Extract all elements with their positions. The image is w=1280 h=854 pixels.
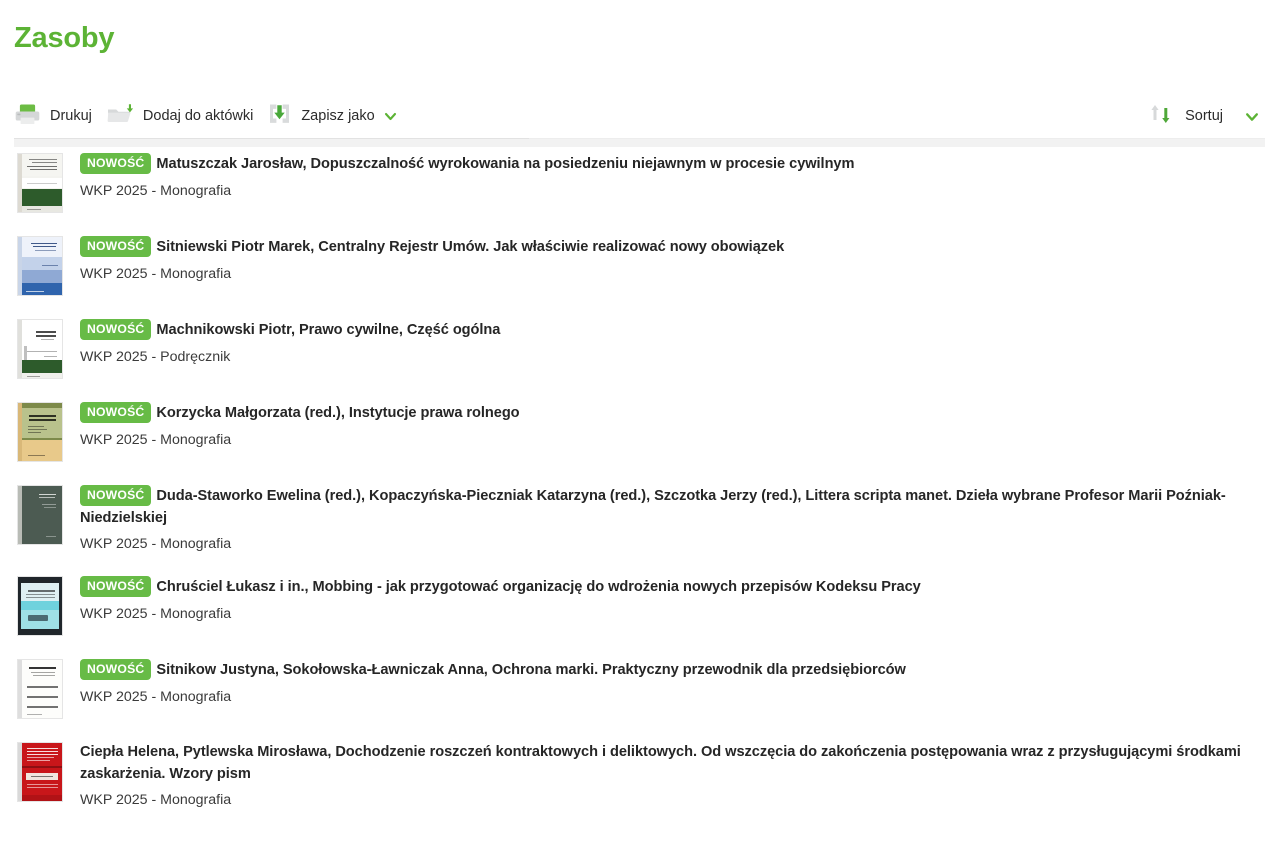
list-item-body — [80, 318, 1266, 367]
book-cover-thumbnail[interactable] — [18, 484, 64, 544]
print-label: Drukuj — [50, 108, 92, 124]
status-badge: NOWOŚĆ — [80, 236, 151, 257]
list-item[interactable] — [0, 318, 1280, 380]
book-cover-thumbnail[interactable] — [18, 401, 64, 461]
book-cover-thumbnail[interactable] — [18, 575, 64, 635]
folder-add-icon — [106, 101, 134, 132]
list-item-body — [80, 401, 1266, 450]
list-item-meta: WKP 2025 - Monografia — [80, 792, 232, 808]
status-badge: NOWOŚĆ — [80, 319, 151, 340]
results-list — [0, 152, 1280, 831]
list-item-title — [80, 659, 1266, 682]
list-item-meta: WKP 2025 - Monografia — [80, 431, 232, 448]
list-item-title — [80, 153, 1266, 176]
list-item-meta: WKP 2025 - Monografia — [80, 182, 232, 199]
title-link[interactable]: Sitniewski Piotr Marek, Centralny Rejestr Umów. Jak właściwie realizować nowy obowiązek — [156, 239, 785, 255]
list-item-body — [80, 575, 1266, 624]
toolbar-actions-left — [14, 96, 397, 136]
status-badge: NOWOŚĆ — [80, 402, 151, 423]
printer-icon — [14, 101, 41, 132]
status-badge: NOWOŚĆ — [80, 576, 151, 597]
add-to-briefcase-button[interactable] — [106, 96, 267, 136]
print-button[interactable] — [14, 96, 106, 136]
title-link[interactable]: Matuszczak Jarosław, Dopuszczalność wyrokowania na posiedzeniu niejawnym w procesie cywilnym — [156, 156, 855, 172]
save-as-chevron-down-icon[interactable] — [384, 110, 397, 123]
title-link[interactable]: Ciepła Helena, Pytlewska Mirosława, Dochodzenie roszczeń kontraktowych i deliktowych. Od wszczęcia do zakończenia postępowania wraz z przysługującymi środkami zaskarżenia. Wzory pism — [80, 744, 1241, 782]
title-link[interactable]: Chruściel Łukasz i in., Mobbing - jak przygotować organizację do wdrożenia nowych przepisów Kodeksu Pracy — [156, 579, 921, 595]
list-item[interactable] — [0, 235, 1280, 297]
toolbar — [0, 96, 1280, 136]
floppy-save-icon — [267, 101, 292, 132]
sort-arrows-icon[interactable] — [1149, 101, 1173, 132]
list-item[interactable] — [0, 152, 1280, 214]
list-item[interactable] — [0, 484, 1280, 554]
title-link[interactable]: Duda-Staworko Ewelina (red.), Kopaczyńska-Pieczniak Katarzyna (red.), Szczotka Jerzy (red.), Littera scripta manet. Dzieła wybrane Profesor Marii Poźniak-Niedzielskiej — [80, 488, 1226, 526]
status-badge: NOWOŚĆ — [80, 153, 151, 174]
list-item-title — [80, 742, 1266, 785]
list-item-body — [80, 741, 1266, 810]
toolbar-divider — [14, 138, 1265, 147]
list-item-meta: WKP 2025 - Monografia — [80, 605, 232, 622]
sort-chevron-down-icon[interactable] — [1245, 110, 1258, 123]
list-item-meta: WKP 2025 - Monografia — [80, 688, 232, 705]
list-item[interactable] — [0, 741, 1280, 810]
add-to-briefcase-label: Dodaj do aktówki — [142, 108, 254, 124]
list-item-meta: WKP 2025 - Monografia — [80, 536, 232, 552]
list-item-title — [80, 319, 1266, 342]
list-item-body — [80, 152, 1266, 201]
list-item-body — [80, 484, 1266, 554]
book-cover-thumbnail[interactable] — [18, 741, 64, 801]
book-cover-thumbnail[interactable] — [18, 152, 64, 212]
sort-label[interactable]: Sortuj — [1185, 108, 1223, 124]
list-item-title — [80, 236, 1266, 259]
status-badge: NOWOŚĆ — [80, 485, 151, 506]
save-as-label: Zapisz jako — [301, 108, 375, 124]
title-link[interactable]: Sitnikow Justyna, Sokołowska-Ławniczak Anna, Ochrona marki. Praktyczny przewodnik dla przedsiębiorców — [156, 662, 906, 678]
list-item[interactable] — [0, 401, 1280, 463]
list-item-meta: WKP 2025 - Podręcznik — [80, 348, 231, 365]
list-item-body — [80, 658, 1266, 707]
title-link[interactable]: Machnikowski Piotr, Prawo cywilne, Część ogólna — [156, 322, 501, 338]
list-item-title — [80, 485, 1266, 529]
page-title: Zasoby — [14, 22, 115, 54]
book-cover-thumbnail[interactable] — [18, 235, 64, 295]
list-item-body — [80, 235, 1266, 284]
save-as-button[interactable] — [267, 96, 396, 136]
list-item[interactable] — [0, 658, 1280, 720]
toolbar-actions-right — [1149, 96, 1258, 136]
list-item[interactable] — [0, 575, 1280, 637]
list-item-title — [80, 402, 1266, 425]
list-item-title — [80, 576, 1266, 599]
status-badge: NOWOŚĆ — [80, 659, 151, 680]
book-cover-thumbnail[interactable] — [18, 318, 64, 378]
book-cover-thumbnail[interactable] — [18, 658, 64, 718]
title-link[interactable]: Korzycka Małgorzata (red.), Instytucje prawa rolnego — [156, 405, 520, 421]
list-item-meta: WKP 2025 - Monografia — [80, 265, 232, 282]
